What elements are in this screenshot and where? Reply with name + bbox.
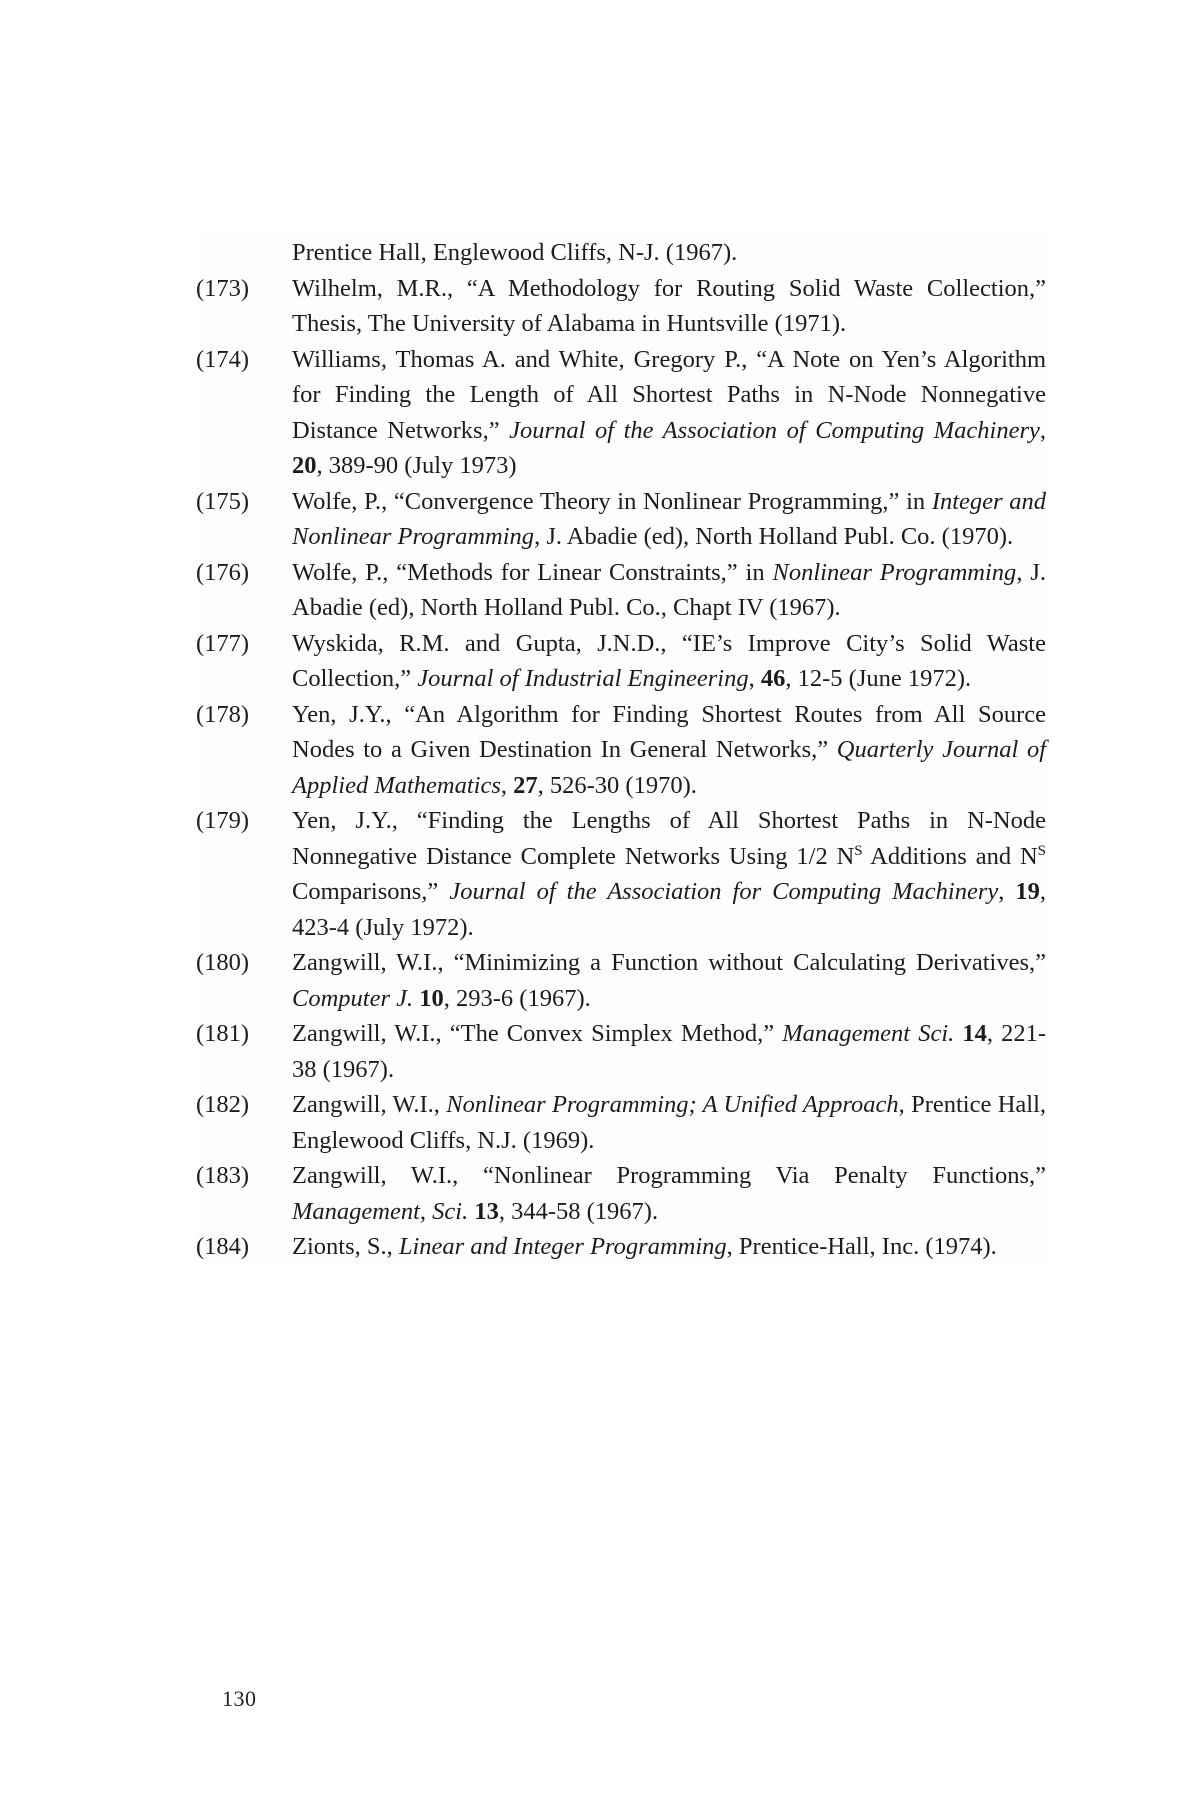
reference-text-span: Williams, Thomas A. and White, Gregory P., “A Note on Yen’s Algorithm for Finding the Length of All Shortest Paths in N-Node Nonnegative Distance Networks,” — [292, 345, 1046, 444]
reference-text-span: , 293-6 (1967). — [443, 984, 591, 1012]
reference-italic-text: Nonlinear Programming; A Unified Approach — [446, 1091, 899, 1118]
reference-text-span: , 389-90 (July 1973) — [316, 452, 517, 479]
reference-bold-text: 27 — [513, 771, 538, 799]
reference-number: (183) — [196, 1162, 250, 1189]
reference-italic-text: Integer and Nonlinear Programming — [292, 487, 1046, 550]
reference-text — [292, 1158, 1046, 1229]
reference-number: (175) — [196, 487, 250, 515]
reference-text-span: Prentice Hall, Englewood Cliffs, N-J. (1967). — [292, 239, 738, 266]
reference-text-span: Yen, J.Y., “An Algorithm for Finding Shortest Routes from All Source Nodes to a Given Destination In General Networks,” — [292, 700, 1046, 763]
reference-entry — [196, 1229, 1046, 1265]
reference-text-span: , — [998, 878, 1016, 905]
reference-entry — [196, 697, 1046, 804]
reference-text-span: , J. Abadie (ed), North Holland Publ. Co. (1970). — [534, 523, 1014, 550]
reference-italic-text: Quarterly Journal of Applied Mathematics — [292, 736, 1046, 799]
reference-text-span: Zangwill, W.I., “Minimizing a Function without Calculating Derivatives,” — [292, 949, 1046, 976]
reference-number: (174) — [196, 345, 250, 373]
reference-entries — [196, 271, 1046, 1265]
reference-text-span: Zangwill, W.I., — [292, 1091, 447, 1118]
reference-text — [292, 271, 1046, 342]
reference-italic-text: Journal of the Association for Computing Machinery — [449, 878, 999, 905]
reference-text-span: Zionts, S., — [292, 1233, 399, 1260]
reference-text-span: Wyskida, R.M. and Gupta, J.N.D., “IE’s Improve City’s Solid Waste Collection,” — [292, 629, 1046, 692]
reference-number: (173) — [196, 274, 250, 302]
reference-number: (179) — [196, 807, 250, 834]
reference-number: (180) — [196, 949, 250, 976]
reference-text-span: Zangwill, W.I., “Nonlinear Programming Via Penalty Functions,” — [292, 1162, 1046, 1189]
reference-text-span: , — [500, 771, 514, 799]
reference-text-span: , Prentice-Hall, Inc. (1974). — [726, 1233, 997, 1260]
reference-text — [292, 1016, 1046, 1087]
reference-text — [292, 555, 1046, 626]
reference-italic-text: Management Sci. — [782, 1020, 955, 1047]
reference-entry — [196, 945, 1046, 1016]
reference-entry — [196, 1016, 1046, 1087]
reference-text — [292, 626, 1046, 697]
reference-text — [292, 697, 1046, 804]
reference-bold-text: 14 — [962, 1020, 987, 1047]
reference-entry — [196, 626, 1046, 697]
reference-number: (184) — [196, 1233, 250, 1260]
reference-sup-text: S — [854, 842, 863, 859]
reference-bold-text: 19 — [1015, 878, 1040, 905]
reference-text-span: , — [748, 665, 761, 692]
reference-italic-text: Journal of the Association of Computing Machinery — [509, 416, 1040, 444]
reference-number: (178) — [196, 700, 250, 728]
reference-italic-text: Journal of Industrial Engineering — [417, 665, 749, 692]
reference-entry — [196, 271, 1046, 342]
reference-continuation — [196, 235, 1046, 271]
reference-text-span: , Prentice Hall, Englewood Cliffs, N.J. (1969). — [292, 1091, 1046, 1154]
reference-italic-text: Management, Sci. — [292, 1197, 469, 1225]
reference-number: (176) — [196, 558, 250, 586]
reference-italic-text: Nonlinear Programming — [772, 558, 1017, 586]
reference-bold-text: 13 — [474, 1197, 499, 1225]
reference-bold-text: 10 — [419, 984, 444, 1012]
reference-entry — [196, 1087, 1046, 1158]
reference-number: (181) — [196, 1020, 250, 1047]
reference-text — [292, 1087, 1046, 1158]
reference-italic-text: Linear and Integer Programming — [398, 1233, 727, 1260]
reference-bold-text: 20 — [292, 452, 317, 479]
reference-bold-text: 46 — [760, 665, 786, 692]
reference-entry — [196, 484, 1046, 555]
reference-entry — [196, 1158, 1046, 1229]
reference-text — [292, 803, 1046, 945]
reference-text-span: Wilhelm, M.R., “A Methodology for Routing Solid Waste Collection,” Thesis, The University of Alabama in Huntsville (1971). — [292, 274, 1046, 337]
reference-entry — [196, 803, 1046, 945]
reference-text-span: , 221-38 (1967). — [292, 1020, 1046, 1083]
reference-text — [292, 342, 1046, 484]
reference-sup-text: S — [1037, 842, 1046, 859]
reference-text — [292, 235, 1046, 271]
reference-text-span: , 12-5 (June 1972). — [785, 665, 972, 692]
reference-text-span: , 344-58 (1967). — [498, 1197, 659, 1225]
page-number: 130 — [222, 1686, 257, 1711]
reference-number: (182) — [196, 1091, 250, 1118]
reference-italic-text: Computer J. — [292, 984, 414, 1012]
reference-text — [292, 945, 1046, 1016]
reference-text-span: Additions and N — [862, 842, 1038, 870]
reference-text-span: Wolfe, P., “Convergence Theory in Nonlinear Programming,” in — [292, 487, 932, 515]
reference-text-span: , 423-4 (July 1972). — [292, 878, 1047, 941]
reference-text — [292, 1229, 1046, 1265]
reference-text-span: , — [1039, 416, 1046, 444]
reference-text-span: Wolfe, P., “Methods for Linear Constraints,” in — [292, 558, 773, 586]
reference-text-span: Yen, J.Y., “Finding the Lengths of All Shortest Paths in N-Node Nonnegative Distance Complete Networks Using 1/2 N — [292, 807, 1046, 870]
reference-entry — [196, 342, 1046, 484]
reference-text-span: Comparisons,” — [292, 878, 450, 905]
reference-text-span: , 526-30 (1970). — [537, 771, 697, 799]
reference-list — [196, 235, 1046, 1265]
reference-entry — [196, 555, 1046, 626]
reference-number: (177) — [196, 629, 250, 657]
reference-text-span: Zangwill, W.I., “The Convex Simplex Method,” — [292, 1020, 783, 1047]
reference-text — [292, 484, 1046, 555]
reference-text-span: , J. Abadie (ed), North Holland Publ. Co., Chapt IV (1967). — [292, 558, 1046, 621]
